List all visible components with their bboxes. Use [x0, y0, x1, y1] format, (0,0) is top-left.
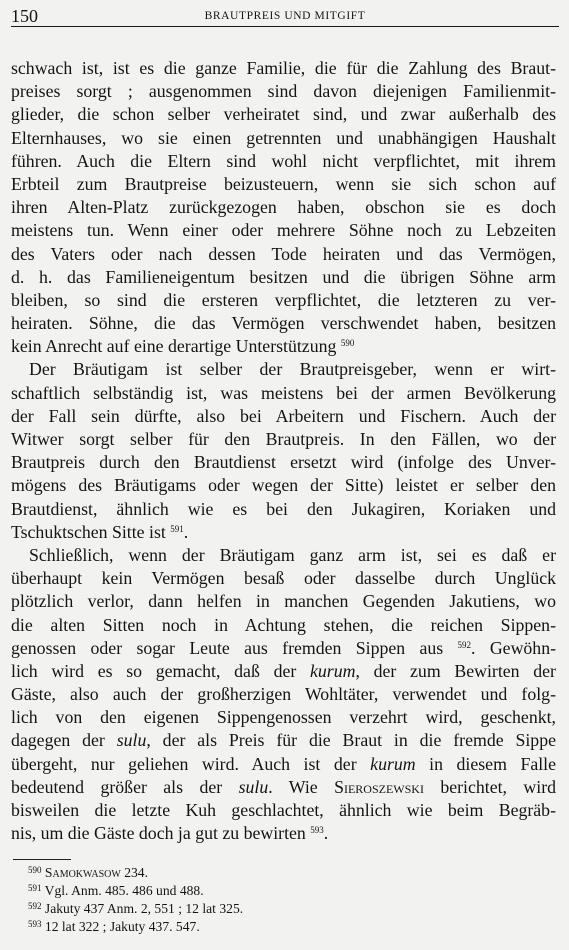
footnote-ref: 590 — [340, 338, 355, 349]
line-text: bisweilen die letzte Kuh geschlachtet, ähnlich wie beim Begräb- — [11, 800, 556, 820]
text-line — [11, 683, 556, 706]
line-text: Brautdienst, ähnlich wie es bei den Jukagiren, Koriaken und — [11, 498, 556, 519]
line-text: der Fall sein dürfte, also bei Arbeitern und Fischern. Auch der — [11, 405, 556, 426]
text-line — [11, 776, 556, 799]
text-line — [11, 799, 556, 822]
line-text-cont: , der zum Bewirten der — [355, 660, 556, 681]
line-text: mögens des Bräutigams oder wegen der Sitte) leistet er selber den — [11, 475, 556, 496]
line-text-cont: berichtet, wird — [423, 776, 556, 797]
line-text-cont: in diesem Falle — [415, 753, 556, 774]
text-line — [11, 312, 556, 335]
line-text: die alten Sitten noch in Achtung stehen, die reichen Sippen- — [11, 614, 556, 635]
line-text: schwach ist, ist es die ganze Familie, die für die Zahlung des Braut- — [11, 58, 556, 78]
line-text: plötzlich verlor, dann helfen in manchen Gegenden Jakutiens, wo — [11, 591, 556, 612]
text-line — [11, 196, 556, 219]
text-line — [11, 405, 556, 428]
footnote-rule — [13, 859, 71, 860]
text-line — [11, 567, 556, 590]
footnote — [28, 900, 548, 918]
line-text: genossen oder sogar Leute aus fremden Sippen aus — [11, 637, 458, 658]
text-line — [11, 474, 556, 497]
line-text: Erbteil zum Brautpreise beizusteuern, wenn sie sich schon auf — [11, 173, 556, 194]
line-text-cont: . Wie — [268, 776, 335, 797]
line-text: ihren Alten-Platz zurückgezogen haben, obschon sie es doch — [11, 197, 556, 218]
line-text: nis, um die Gäste doch ja gut zu bewirten — [11, 823, 311, 844]
line-text: lich von den eigenen Sippengenossen verzehrt wird, geschenkt, — [11, 707, 556, 728]
text-line — [11, 103, 556, 126]
text-line — [11, 451, 556, 474]
text-line — [11, 243, 556, 266]
line-text: des Vaters oder nach dessen Tode heiraten und das Vermögen, — [11, 243, 556, 264]
line-text: Elternhauses, wo sie einen getrennten und unabhängigen Haushalt — [11, 127, 556, 148]
text-line — [11, 729, 556, 752]
line-text: Witwer sorgt selber für den Brautpreis. In den Fällen, wo der — [11, 429, 556, 449]
author-name: Samokwasow — [44, 865, 121, 880]
line-text: überhaupt kein Vermögen besaß oder dasselbe durch Unglück — [11, 568, 556, 589]
text-line — [11, 150, 556, 173]
text-line — [11, 637, 556, 660]
text-line — [11, 289, 556, 312]
text-line — [11, 219, 556, 242]
line-text-cont: . — [183, 521, 189, 542]
text-line — [11, 358, 556, 381]
footnote-number: 593 — [28, 919, 42, 929]
footnote-number: 592 — [28, 901, 42, 911]
text-line — [11, 822, 556, 845]
line-text-cont: , der als Preis für die Braut in die fremde Sippe — [146, 730, 556, 751]
footnote-number: 590 — [28, 865, 42, 875]
line-text: schaftlich selbständig ist, was meistens bei der armen Bevölkerung — [11, 382, 556, 403]
text-line — [11, 590, 556, 613]
text-line — [11, 544, 556, 567]
line-text: meistens tun. Wenn einer oder mehrere Söhne noch zu Lebzeiten — [11, 220, 556, 241]
line-text: heiraten. Söhne, die das Vermögen verschwendet haben, besitzen — [11, 313, 556, 334]
footnote — [28, 918, 548, 936]
footnotes — [28, 864, 548, 936]
line-text: Tschuktschen Sitte ist — [11, 521, 171, 542]
running-title: BRAUTPREIS UND MITGIFT — [204, 10, 366, 22]
italic-term: kurum — [370, 753, 416, 774]
text-line — [11, 266, 556, 289]
line-text: führen. Auch die Eltern sind wohl nicht verpflichtet, mit ihrem — [11, 150, 556, 171]
text-line — [11, 80, 556, 103]
italic-term: sulu — [116, 730, 147, 751]
body-text — [11, 57, 556, 845]
text-line — [11, 173, 556, 196]
page-header — [11, 4, 559, 27]
line-text: bedeutend größer als der — [11, 776, 239, 797]
text-line — [11, 335, 556, 358]
line-text: übergeht, nur geliehen wird. Auch ist der — [11, 753, 371, 774]
author-name: Sieroszewski — [334, 776, 424, 797]
text-line — [11, 753, 556, 776]
footnote-text: Jakuty 437 Anm. 2, 551 ; 12 lat 325. — [44, 901, 244, 916]
footnote-text: 12 lat 322 ; Jakuty 437. 547. — [44, 919, 200, 934]
text-line — [11, 614, 556, 637]
italic-term: kurum — [310, 660, 356, 681]
italic-term: sulu — [238, 776, 269, 797]
line-text: lich wird es so gemacht, daß der — [11, 660, 310, 681]
footnote — [28, 882, 548, 900]
line-text: Der Bräutigam ist selber der Brautpreisgeber, wenn er wirt- — [29, 359, 556, 380]
footnote-text: 234. — [120, 865, 148, 880]
text-line — [11, 428, 556, 451]
text-line — [11, 660, 556, 683]
line-text: bleiben, so sind die ersteren verpflichtet, die letzteren zu ver- — [11, 289, 556, 310]
line-text-cont: . — [323, 823, 329, 844]
line-text-cont: . Gewöhn- — [471, 637, 557, 658]
text-line — [11, 382, 556, 405]
text-line — [11, 498, 556, 521]
footnote-ref: 591 — [170, 523, 184, 534]
page-number: 150 — [11, 6, 38, 26]
footnote — [28, 864, 548, 882]
line-text: kein Anrecht auf eine derartige Unterstützung — [11, 336, 341, 357]
footnote-text: Vgl. Anm. 485. 486 und 488. — [44, 883, 204, 898]
line-text: d. h. das Familieneigentum besitzen und die übrigen Söhne arm — [11, 266, 556, 287]
line-text: Gäste, also auch der großherzigen Wohltäter, verwendet und folg- — [11, 684, 556, 705]
line-text: Brautpreis durch den Brautdienst ersetzt wird (infolge des Unver- — [11, 452, 556, 473]
text-line — [11, 127, 556, 150]
footnote-ref: 592 — [457, 639, 472, 650]
footnote-number: 591 — [28, 883, 42, 893]
text-line — [11, 57, 556, 80]
footnote-ref: 593 — [310, 825, 324, 836]
text-line — [11, 521, 556, 544]
line-text: Schließlich, wenn der Bräutigam ganz arm ist, sei es daß er — [29, 544, 556, 565]
text-line — [11, 706, 556, 729]
line-text: dagegen der — [11, 730, 117, 751]
line-text: glieder, die schon selber verheiratet sind, und zwar außerhalb des — [11, 104, 556, 125]
line-text: preises sorgt ; ausgenommen sind davon diejenigen Familienmit- — [11, 81, 556, 102]
